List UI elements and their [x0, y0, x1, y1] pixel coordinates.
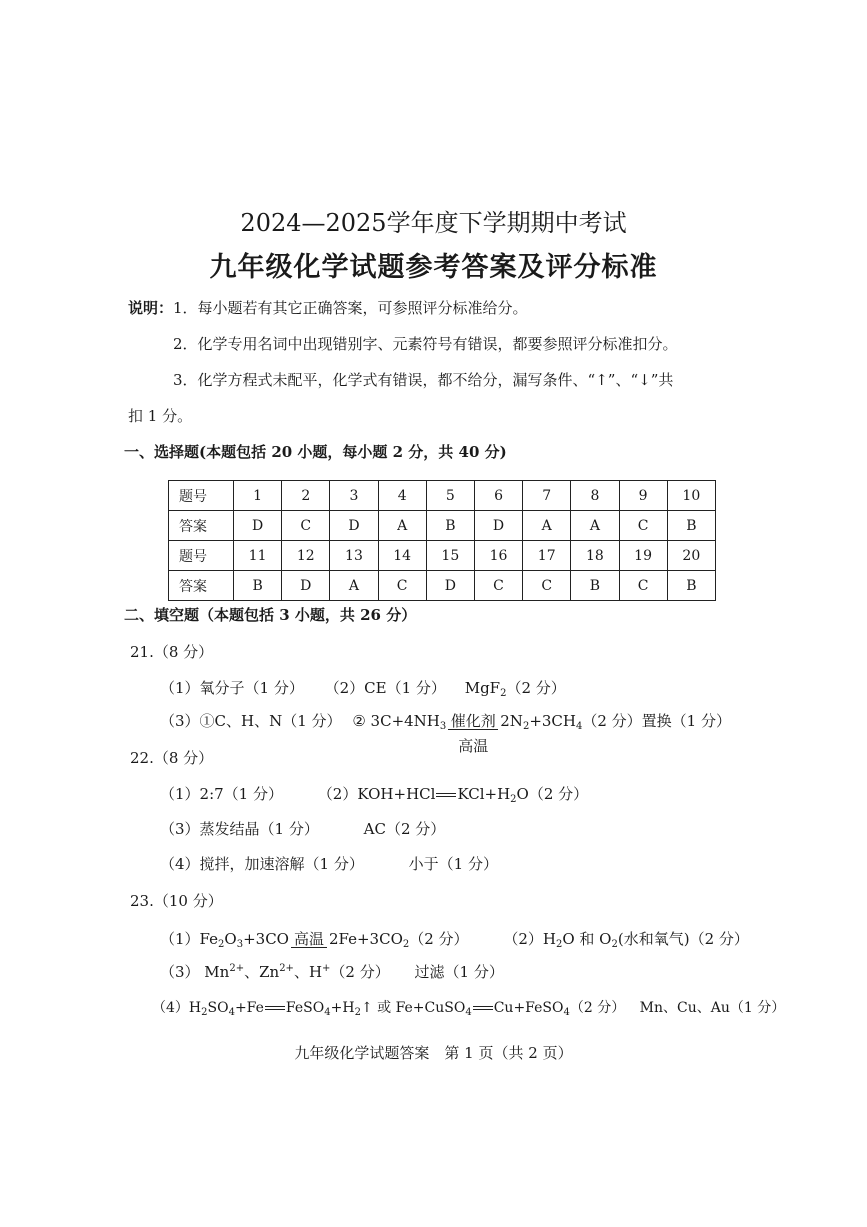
q22-line-3 [160, 853, 498, 874]
notes-label: 说明： [128, 299, 174, 317]
answer-cell: B [426, 511, 474, 541]
answer-cell: C [378, 571, 426, 601]
answer-cell: B [667, 511, 715, 541]
row-label: 答案 [169, 571, 234, 601]
question-number-cell: 7 [523, 481, 571, 511]
question-number-cell: 17 [523, 541, 571, 571]
q23-equation-4: $(4)H_2SO_4+Fe$ $FeSO_4+H_2↑$ 或 Fe+CuSO$_4$ Cu+FeSO$_4$（2 分） [152, 1000, 626, 1018]
table-row [169, 481, 716, 511]
q22-1-answer: （1）2:7（1 分） [160, 785, 283, 803]
q21-equation: ② $3C+4NH_3$ 催化剂 高温 $2N_2+3CH_4(2$ 分）置换（1 分） [352, 712, 731, 755]
q23-equation-1: $(1)Fe_2O_3+3CO$ 高温 $2Fe+3CO_2(2$ 分） [160, 930, 469, 950]
reaction-condition: 高温 [291, 931, 327, 948]
equals-sign [473, 1006, 493, 1010]
q23-line-1 [160, 928, 749, 950]
equals-sign [265, 1006, 285, 1010]
q23-3-answer: （3） $Mn^{2+}$、$Zn^{2+}$、H+（2 分） [160, 963, 390, 981]
answer-cell: D [282, 571, 330, 601]
q21-3-answer: （3）①C、H、N（1 分） [160, 712, 342, 730]
question-number-cell: 4 [378, 481, 426, 511]
answer-cell: C [619, 571, 667, 601]
note-1: 1．每小题若有其它正确答案，可参照评分标准给分。 [173, 299, 528, 317]
answer-cell: A [330, 571, 378, 601]
answer-cell: C [282, 511, 330, 541]
question-number-cell: 2 [282, 481, 330, 511]
notes-line-1 [128, 297, 528, 318]
exam-title: 2024—2025学年度下学期期中考试 [240, 209, 627, 237]
note-2: 2．化学专用名词中出现错别字、元素符号有错误，都要参照评分标准扣分。 [173, 335, 678, 353]
question-number-cell: 18 [571, 541, 619, 571]
answer-cell: D [426, 571, 474, 601]
answer-cell: D [474, 511, 522, 541]
question-number-cell: 19 [619, 541, 667, 571]
q22-heading: 22.（8 分） [130, 749, 214, 767]
q23-2-answer: $(2)H_2O$ 和 $O_2$(水和氧气)（2 分） [503, 930, 749, 950]
question-number-cell: 20 [667, 541, 715, 571]
answer-cell: C [474, 571, 522, 601]
question-number-cell: 12 [282, 541, 330, 571]
question-number-cell: 14 [378, 541, 426, 571]
question-number-cell: 15 [426, 541, 474, 571]
q23-3b-answer: 过滤（1 分） [414, 963, 504, 981]
q21-1-answer: （1）氧分子（1 分） [160, 679, 304, 697]
question-number-cell: 1 [234, 481, 282, 511]
note-3: 3．化学方程式未配平，化学式有错误，都不给分，漏写条件、“↑”、“↓”共 [173, 371, 674, 389]
answer-table [168, 480, 716, 601]
table-row [169, 541, 716, 571]
q21-2-answer: （2）CE（1 分） [324, 679, 446, 697]
question-number-cell: 8 [571, 481, 619, 511]
q21-heading: 21.（8 分） [130, 643, 214, 661]
question-number-cell: 9 [619, 481, 667, 511]
q22-4-answer: （4）搅拌，加速溶解（1 分） [160, 855, 364, 873]
reaction-condition: 催化剂 高温 [448, 713, 498, 730]
answer-cell: C [523, 571, 571, 601]
q22-3b-answer: AC（2 分） [363, 820, 446, 838]
question-number-cell: 16 [474, 541, 522, 571]
answer-cell: C [619, 511, 667, 541]
table-row [169, 571, 716, 601]
answer-cell: B [667, 571, 715, 601]
answer-cell: A [571, 511, 619, 541]
row-label: 题号 [169, 541, 234, 571]
q23-line-2 [160, 961, 504, 982]
page-footer: 九年级化学试题答案 第 1 页（共 2 页） [294, 1044, 573, 1062]
answer-cell: B [234, 571, 282, 601]
question-number-cell: 13 [330, 541, 378, 571]
q22-equation: （2）KOH+HCl $KCl+H_2O(2$ 分） [317, 785, 589, 805]
q22-4b-answer: 小于（1 分） [408, 855, 498, 873]
q23-line-3 [152, 997, 785, 1018]
section-1-title: 一、选择题(本题包括 20 小题，每小题 2 分，共 40 分) [124, 443, 507, 461]
answer-key-title: 九年级化学试题参考答案及评分标准 [209, 252, 658, 283]
question-number-cell: 10 [667, 481, 715, 511]
q23-heading: 23.（10 分） [130, 892, 223, 910]
question-number-cell: 3 [330, 481, 378, 511]
answer-cell: A [523, 511, 571, 541]
equals-sign [436, 793, 456, 797]
answer-cell: B [571, 571, 619, 601]
q22-line-2 [160, 818, 445, 839]
section-2-title: 二、填空题（本题包括 3 小题，共 26 分） [124, 606, 417, 624]
row-label: 答案 [169, 511, 234, 541]
answer-cell: D [234, 511, 282, 541]
answer-cell: A [378, 511, 426, 541]
answer-cell: D [330, 511, 378, 541]
table-row [169, 511, 716, 541]
row-label: 题号 [169, 481, 234, 511]
question-number-cell: 6 [474, 481, 522, 511]
question-number-cell: 5 [426, 481, 474, 511]
q21-line-2 [160, 710, 731, 755]
note-3-cont: 扣 1 分。 [128, 407, 193, 425]
q22-3-answer: （3）蒸发结晶（1 分） [160, 820, 319, 838]
q21-line-1 [160, 677, 566, 699]
q22-line-1 [160, 783, 588, 805]
q23-4b-answer: Mn、Cu、Au（1 分） [639, 1000, 786, 1016]
q21-2b-answer: MgF$_2$（2 分） [464, 679, 566, 699]
question-number-cell: 11 [234, 541, 282, 571]
